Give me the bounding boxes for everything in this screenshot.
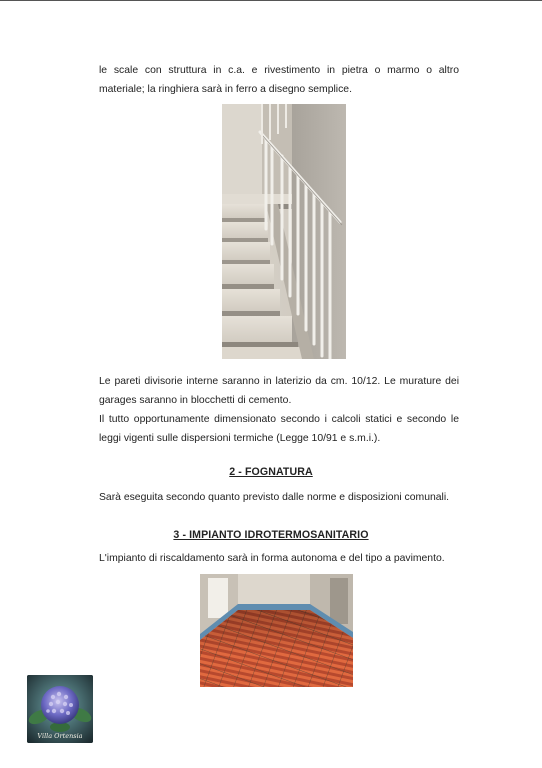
section-heading-impianto: 3 - IMPIANTO IDROTERMOSANITARIO — [173, 529, 369, 541]
paragraph-line: garages saranno in blocchetti di cemento. — [99, 395, 292, 406]
paragraph-walls — [99, 372, 459, 448]
section-heading-fognatura: 2 - FOGNATURA — [229, 466, 313, 478]
paragraph-line: le scale con struttura in c.a. e rivestimento in pietra o marmo o altro — [99, 65, 459, 76]
paragraph-line: materiale; la ringhiera sarà in ferro a disegno semplice. — [99, 84, 352, 95]
villa-ortensia-logo — [27, 675, 93, 743]
paragraph-fognatura — [99, 488, 459, 507]
paragraph-stairs — [99, 61, 459, 99]
paragraph-line: Sarà eseguita secondo quanto previsto dalle norme e disposizioni comunali. — [99, 492, 450, 503]
stairs-photo — [222, 104, 346, 359]
top-rule — [0, 0, 542, 1]
floor-heating-photo — [200, 574, 353, 687]
paragraph-line: Il tutto opportunamente dimensionato secondo i calcoli statici e secondo le — [99, 414, 459, 425]
paragraph-impianto — [99, 549, 459, 568]
paragraph-line: leggi vigenti sulle dispersioni termiche (Legge 10/91 e s.m.i.). — [99, 433, 381, 444]
logo-text: Villa Ortensia — [37, 732, 83, 740]
paragraph-line: L'impianto di riscaldamento sarà in forma autonoma e del tipo a pavimento. — [99, 553, 445, 564]
paragraph-line: Le pareti divisorie interne saranno in laterizio da cm. 10/12. Le murature dei — [99, 376, 459, 387]
